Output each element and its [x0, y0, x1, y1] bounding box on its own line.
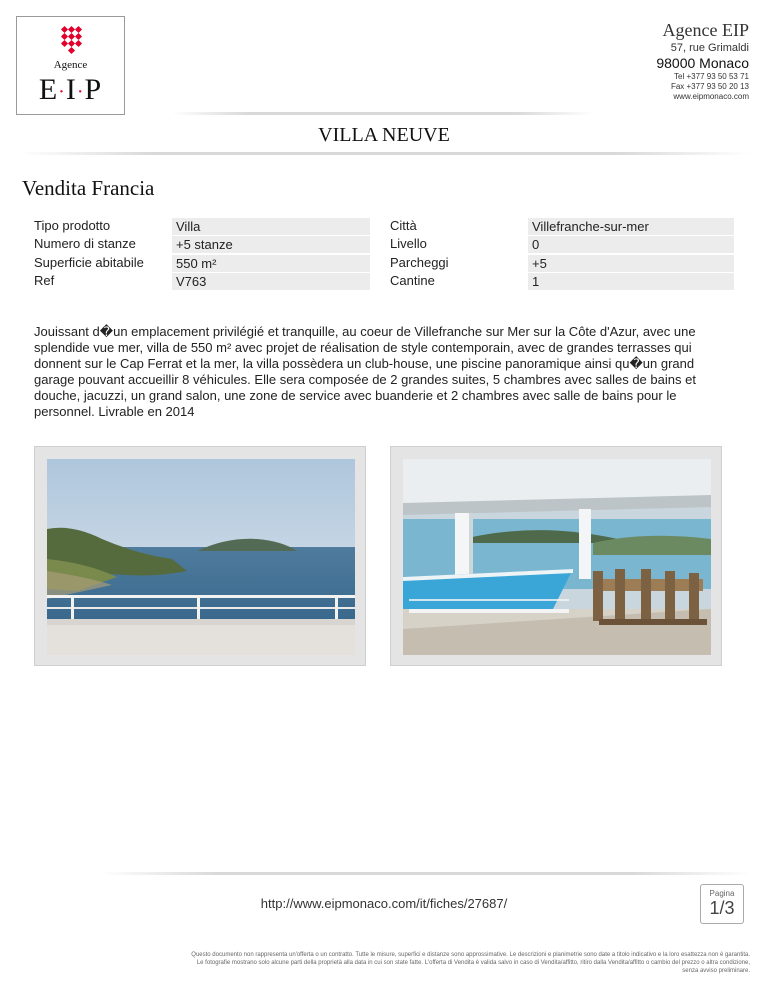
spec-label: Città [390, 218, 417, 233]
agency-street: 57, rue Grimaldi [670, 41, 749, 54]
agency-contact-block [656, 20, 749, 102]
listing-subtitle: Vendita Francia [22, 176, 155, 200]
listing-url-link[interactable]: http://www.eipmonaco.com/it/fiches/27687/ [260, 896, 508, 911]
agency-name: Agence EIP [662, 20, 749, 40]
spec-value: +5 [528, 255, 734, 272]
disclaimer-line-1: Questo documento non rappresenta un'offerta o un contratto. Tutte le misure, superfici e distanze sono approssimative. Le descrizioni e planimetrie sono date a titolo indicativo e la loro esattezza non è garantita. [191, 952, 750, 958]
monaco-diamonds-icon [62, 27, 82, 51]
page-label: Pagina [709, 889, 735, 898]
disclaimer-line-2: Le fotografie mostrano solo alcune parti della proprietà alla data in cui son state fatte. L'offerta di Vendita è valida salvo in caso di Vendita/affitto, ritiro dalla Vendita/affitto o cambio del prezzo o altra condizione, [196, 960, 750, 966]
agency-city: 98000 Monaco [656, 54, 749, 71]
spec-value: 0 [528, 236, 734, 253]
property-title: VILLA NEUVE [318, 124, 450, 146]
agency-web: www.eipmonaco.com [673, 91, 749, 101]
property-description: Jouissant d�un emplacement privilégié et tranquille, au coeur de Villefranche sur Mer sur la Côte d'Azur, avec une splendide vue mer, villa de 550 m² avec projet de réalisation de style contemporain, avec de grandes terrasses qui donnent sur le Cap Ferrat et la mer, la villa possèdera un club-house, une piscine panoramique ainsi qu�un grand garage pouvant accueillir 8 véhicules. Elle sera composée de 2 grandes suites, 5 chambres avec salles de bains et douche, jacuzzi, un grand salon, une zone de service avec buanderie et 2 chambres avec salle de bains pour le personnel. Livrable en 2014 [34, 324, 696, 419]
photo-frame-terrace-pool [390, 446, 722, 666]
terrace-pool-photo [403, 459, 711, 655]
spec-value: 550 m² [172, 255, 370, 272]
spec-label: Tipo prodotto [34, 218, 111, 233]
agency-logo [16, 16, 125, 115]
spec-value: Villa [172, 218, 370, 235]
logo-agence-text: Agence [53, 59, 88, 71]
agency-tel: Tel +377 93 50 53 71 [674, 71, 749, 81]
spec-label: Cantine [390, 273, 435, 288]
sea-view-photo [47, 459, 355, 655]
spec-value: Villefranche-sur-mer [528, 218, 734, 235]
spec-label: Livello [390, 236, 427, 251]
spec-label: Ref [34, 273, 55, 288]
footer-divider [100, 872, 750, 875]
page-indicator [700, 884, 744, 924]
legal-disclaimer [130, 951, 750, 975]
logo-eip-text: E·I·P [38, 73, 103, 106]
page-number: 1/3 [709, 898, 735, 918]
spec-label: Parcheggi [390, 255, 449, 270]
spec-label: Numero di stanze [34, 236, 136, 251]
title-divider [20, 152, 750, 155]
header-divider [172, 112, 592, 115]
agency-fax: Fax +377 93 50 20 13 [670, 81, 749, 91]
spec-value: V763 [172, 273, 370, 290]
disclaimer-line-3: senza avviso preliminare. [682, 968, 750, 974]
spec-label: Superficie abitabile [34, 255, 144, 270]
spec-value: +5 stanze [172, 236, 370, 253]
spec-value: 1 [528, 273, 734, 290]
photo-frame-sea-view [34, 446, 366, 666]
